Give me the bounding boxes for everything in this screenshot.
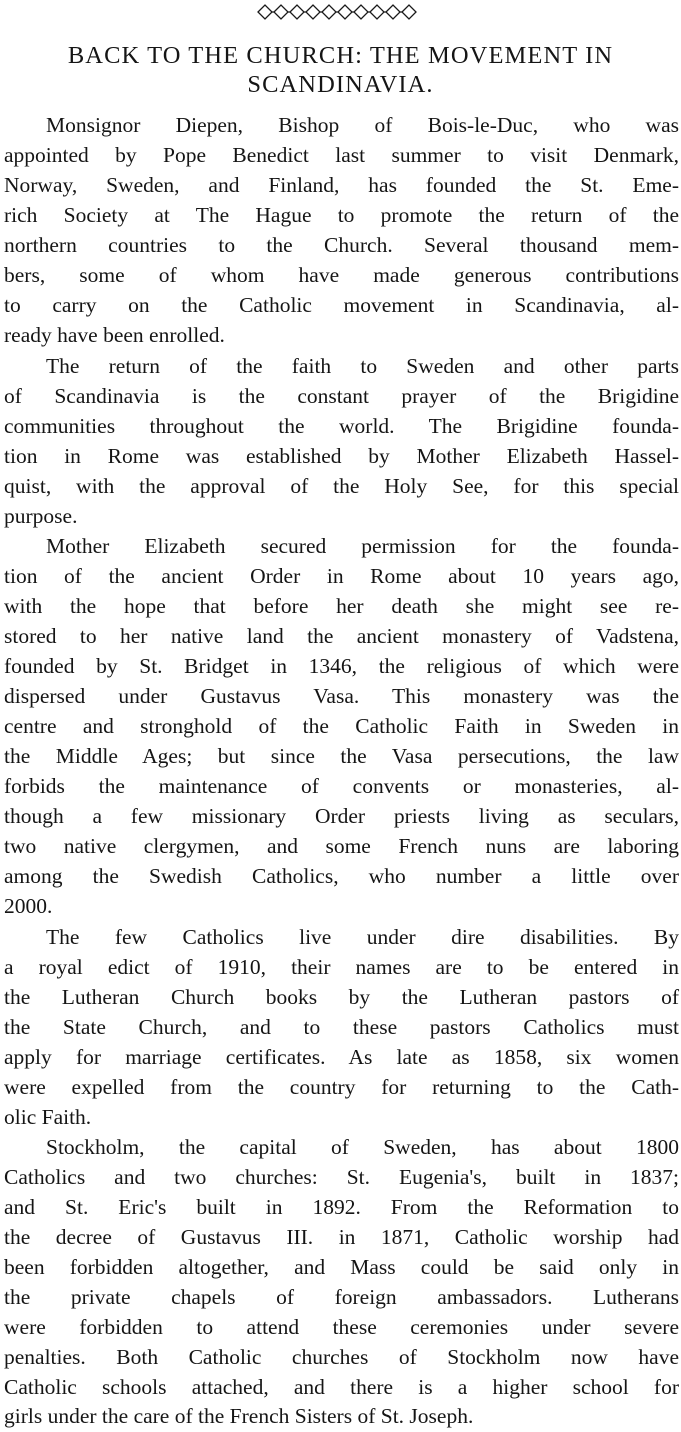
text-line: to carry on the Catholic movement in Scandinavia, al- <box>4 293 679 317</box>
text-line: dispersed under Gustavus Vasa. This monastery was the <box>4 684 679 708</box>
text-line: Mother Elizabeth secured permission for the founda- <box>46 534 679 558</box>
text-line: appointed by Pope Benedict last summer to visit Denmark, <box>4 143 679 167</box>
text-line: Stockholm, the capital of Sweden, has about 1800 <box>46 1135 679 1159</box>
text-line: northern countries to the Church. Several thousand mem- <box>4 233 679 257</box>
text-line: founded by St. Bridget in 1346, the religious of which were <box>4 654 679 678</box>
text-line: stored to her native land the ancient monastery of Vadstena, <box>4 624 679 648</box>
text-line: penalties. Both Catholic churches of Stockholm now have <box>4 1345 679 1369</box>
text-line: were forbidden to attend these ceremonies under severe <box>4 1315 679 1339</box>
text-line: though a few missionary Order priests living as seculars, <box>4 804 679 828</box>
text-line: among the Swedish Catholics, who number a little over <box>4 864 679 888</box>
text-line: centre and stronghold of the Catholic Faith in Sweden in <box>4 714 679 738</box>
text-line: were expelled from the country for returning to the Cath- <box>4 1075 679 1099</box>
text-line: been forbidden altogether, and Mass could be said only in <box>4 1255 679 1279</box>
text-line: purpose. <box>4 504 78 528</box>
text-line: 2000. <box>4 894 53 918</box>
text-line: communities throughout the world. The Brigidine founda- <box>4 414 679 438</box>
text-line: the Middle Ages; but since the Vasa persecutions, the law <box>4 744 679 768</box>
text-line: a royal edict of 1910, their names are to be entered in <box>4 955 679 979</box>
text-line: with the hope that before her death she might see re- <box>4 594 679 618</box>
text-line: two native clergymen, and some French nuns are laboring <box>4 834 679 858</box>
text-line: Monsignor Diepen, Bishop of Bois-le-Duc, who was <box>46 113 679 137</box>
text-line: tion of the ancient Order in Rome about 10 years ago, <box>4 564 679 588</box>
text-line: forbids the maintenance of convents or monasteries, al- <box>4 774 679 798</box>
article-title-line-1: BACK TO THE CHURCH: THE MOVEMENT IN <box>67 42 614 69</box>
text-line: bers, some of whom have made generous contributions <box>4 263 679 287</box>
diamond-chain-icon <box>256 2 426 22</box>
text-line: the Lutheran Church books by the Lutheran pastors of <box>4 985 679 1009</box>
text-line: tion in Rome was established by Mother Elizabeth Hassel- <box>4 444 679 468</box>
text-line: quist, with the approval of the Holy See, for this special <box>4 474 679 498</box>
text-line: Catholics and two churches: St. Eugenia's, built in 1837; <box>4 1165 679 1189</box>
text-line: of Scandinavia is the constant prayer of the Brigidine <box>4 384 679 408</box>
article-title-line-2: SCANDINAVIA. <box>247 71 434 98</box>
text-line: apply for marriage certificates. As late as 1858, six women <box>4 1045 679 1069</box>
text-line: rich Society at The Hague to promote the return of the <box>4 203 679 227</box>
text-line: Catholic schools attached, and there is a higher school for <box>4 1375 679 1399</box>
text-line: and St. Eric's built in 1892. From the Reformation to <box>4 1195 679 1219</box>
text-line: the decree of Gustavus III. in 1871, Catholic worship had <box>4 1225 679 1249</box>
text-line: The few Catholics live under dire disabilities. By <box>46 925 679 949</box>
decorative-diamond-ornament <box>0 2 681 22</box>
text-line: The return of the faith to Sweden and other parts <box>46 354 679 378</box>
text-line: the State Church, and to these pastors Catholics must <box>4 1015 679 1039</box>
text-line: girls under the care of the French Sisters of St. Joseph. <box>4 1404 474 1428</box>
text-line: ready have been enrolled. <box>4 323 225 347</box>
text-line: olic Faith. <box>4 1105 92 1129</box>
text-line: Norway, Sweden, and Finland, has founded the St. Eme- <box>4 173 679 197</box>
text-line: the private chapels of foreign ambassadors. Lutherans <box>4 1285 679 1309</box>
